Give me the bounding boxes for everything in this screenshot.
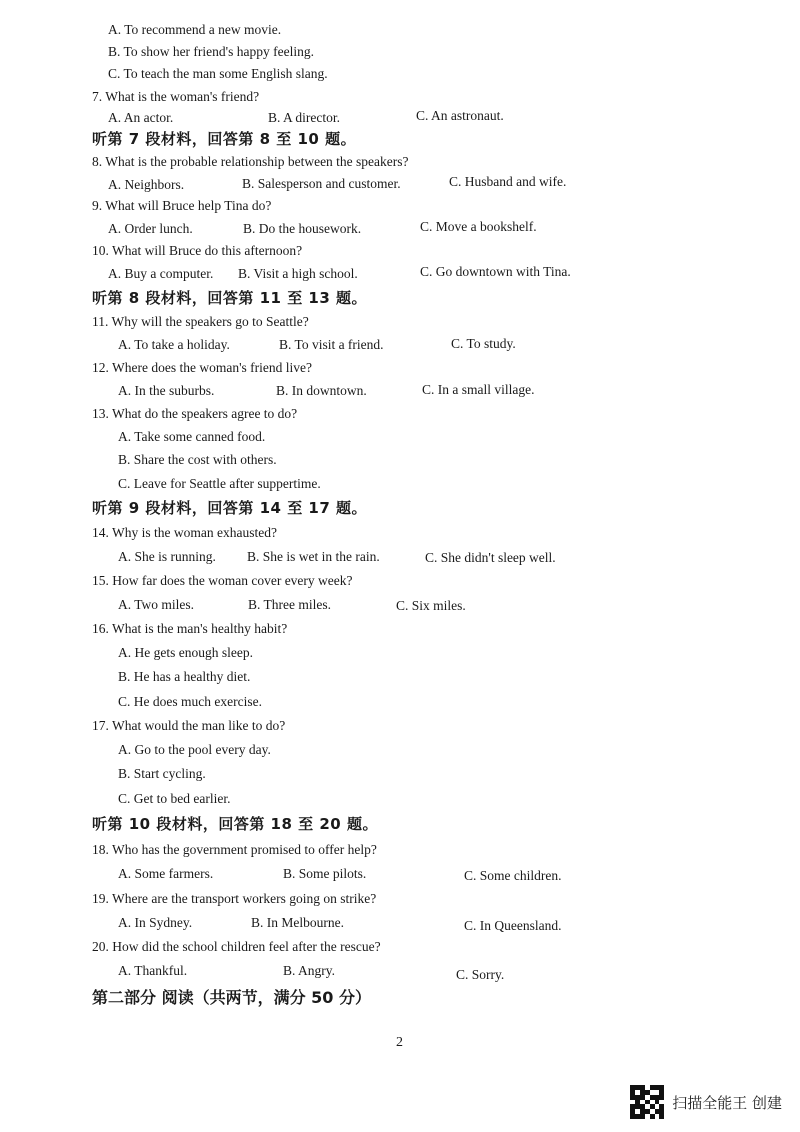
- page-number: 2: [396, 1035, 403, 1050]
- q11-option-c: C. To study.: [451, 336, 516, 351]
- question-15: 15. How far does the woman cover every week?: [92, 573, 353, 588]
- q12-option-a: A. In the suburbs.: [118, 383, 215, 398]
- section-heading-7: 听第 7 段材料，回答第 8 至 10 题。: [92, 130, 357, 148]
- q17-option-a: A. Go to the pool every day.: [118, 742, 271, 757]
- section-heading-8: 听第 8 段材料，回答第 11 至 13 题。: [92, 289, 368, 307]
- question-7: 7. What is the woman's friend?: [92, 89, 260, 104]
- question-9: 9. What will Bruce help Tina do?: [92, 198, 272, 213]
- q9-option-b: B. Do the housework.: [243, 221, 362, 236]
- q12-option-b: B. In downtown.: [276, 383, 367, 398]
- question-19: 19. Where are the transport workers going on strike?: [92, 891, 377, 906]
- q19-option-a: A. In Sydney.: [118, 915, 193, 930]
- q14-option-c: C. She didn't sleep well.: [425, 550, 556, 565]
- q16-option-b: B. He has a healthy diet.: [118, 669, 251, 684]
- scanner-watermark: [630, 1085, 782, 1119]
- question-20: 20. How did the school children feel after the rescue?: [92, 939, 381, 954]
- option-a: A. To recommend a new movie.: [108, 22, 282, 37]
- q7-option-a: A. An actor.: [108, 110, 174, 125]
- q10-option-a: A. Buy a computer.: [108, 266, 214, 281]
- q14-option-b: B. She is wet in the rain.: [247, 549, 380, 564]
- question-13: 13. What do the speakers agree to do?: [92, 406, 298, 421]
- question-17: 17. What would the man like to do?: [92, 718, 286, 733]
- q16-option-a: A. He gets enough sleep.: [118, 645, 253, 660]
- question-10: 10. What will Bruce do this afternoon?: [92, 243, 303, 258]
- q18-option-a: A. Some farmers.: [118, 866, 214, 881]
- question-16: 16. What is the man's healthy habit?: [92, 621, 288, 636]
- q10-option-c: C. Go downtown with Tina.: [420, 264, 571, 279]
- q18-option-b: B. Some pilots.: [283, 866, 367, 881]
- q8-option-c: C. Husband and wife.: [449, 174, 567, 189]
- q13-option-b: B. Share the cost with others.: [118, 452, 277, 467]
- q11-option-b: B. To visit a friend.: [279, 337, 384, 352]
- q15-option-c: C. Six miles.: [396, 598, 466, 613]
- q15-option-a: A. Two miles.: [118, 597, 195, 612]
- q7-option-c: C. An astronaut.: [416, 108, 504, 123]
- q20-option-b: B. Angry.: [283, 963, 336, 978]
- q17-option-c: C. Get to bed earlier.: [118, 791, 231, 806]
- q13-option-c: C. Leave for Seattle after suppertime.: [118, 476, 321, 491]
- q16-option-c: C. He does much exercise.: [118, 694, 262, 709]
- scanner-label: 扫描全能王 创建: [672, 1093, 782, 1112]
- q8-option-a: A. Neighbors.: [108, 177, 185, 192]
- q13-option-a: A. Take some canned food.: [118, 429, 266, 444]
- qr-code-icon: [630, 1085, 664, 1119]
- q10-option-b: B. Visit a high school.: [238, 266, 358, 281]
- q18-option-c: C. Some children.: [464, 868, 562, 883]
- question-8: 8. What is the probable relationship between the speakers?: [92, 154, 409, 169]
- part-two-heading: 第二部分 阅读（共两节，满分 50 分）: [92, 988, 371, 1007]
- q15-option-b: B. Three miles.: [248, 597, 331, 612]
- q11-option-a: A. To take a holiday.: [118, 337, 230, 352]
- q17-option-b: B. Start cycling.: [118, 766, 206, 781]
- q9-option-c: C. Move a bookshelf.: [420, 219, 537, 234]
- q20-option-a: A. Thankful.: [118, 963, 188, 978]
- q8-option-b: B. Salesperson and customer.: [242, 176, 401, 191]
- question-11: 11. Why will the speakers go to Seattle?: [92, 314, 309, 329]
- q20-option-c: C. Sorry.: [456, 967, 505, 982]
- q19-option-b: B. In Melbourne.: [251, 915, 344, 930]
- section-heading-10: 听第 10 段材料，回答第 18 至 20 题。: [92, 815, 378, 833]
- q14-option-a: A. She is running.: [118, 549, 216, 564]
- question-14: 14. Why is the woman exhausted?: [92, 525, 277, 540]
- section-heading-9: 听第 9 段材料，回答第 14 至 17 题。: [92, 499, 368, 517]
- q9-option-a: A. Order lunch.: [108, 221, 193, 236]
- q7-option-b: B. A director.: [268, 110, 340, 125]
- question-18: 18. Who has the government promised to offer help?: [92, 842, 377, 857]
- option-b: B. To show her friend's happy feeling.: [108, 44, 314, 59]
- q12-option-c: C. In a small village.: [422, 382, 535, 397]
- q19-option-c: C. In Queensland.: [464, 918, 562, 933]
- option-c: C. To teach the man some English slang.: [108, 66, 328, 81]
- question-12: 12. Where does the woman's friend live?: [92, 360, 312, 375]
